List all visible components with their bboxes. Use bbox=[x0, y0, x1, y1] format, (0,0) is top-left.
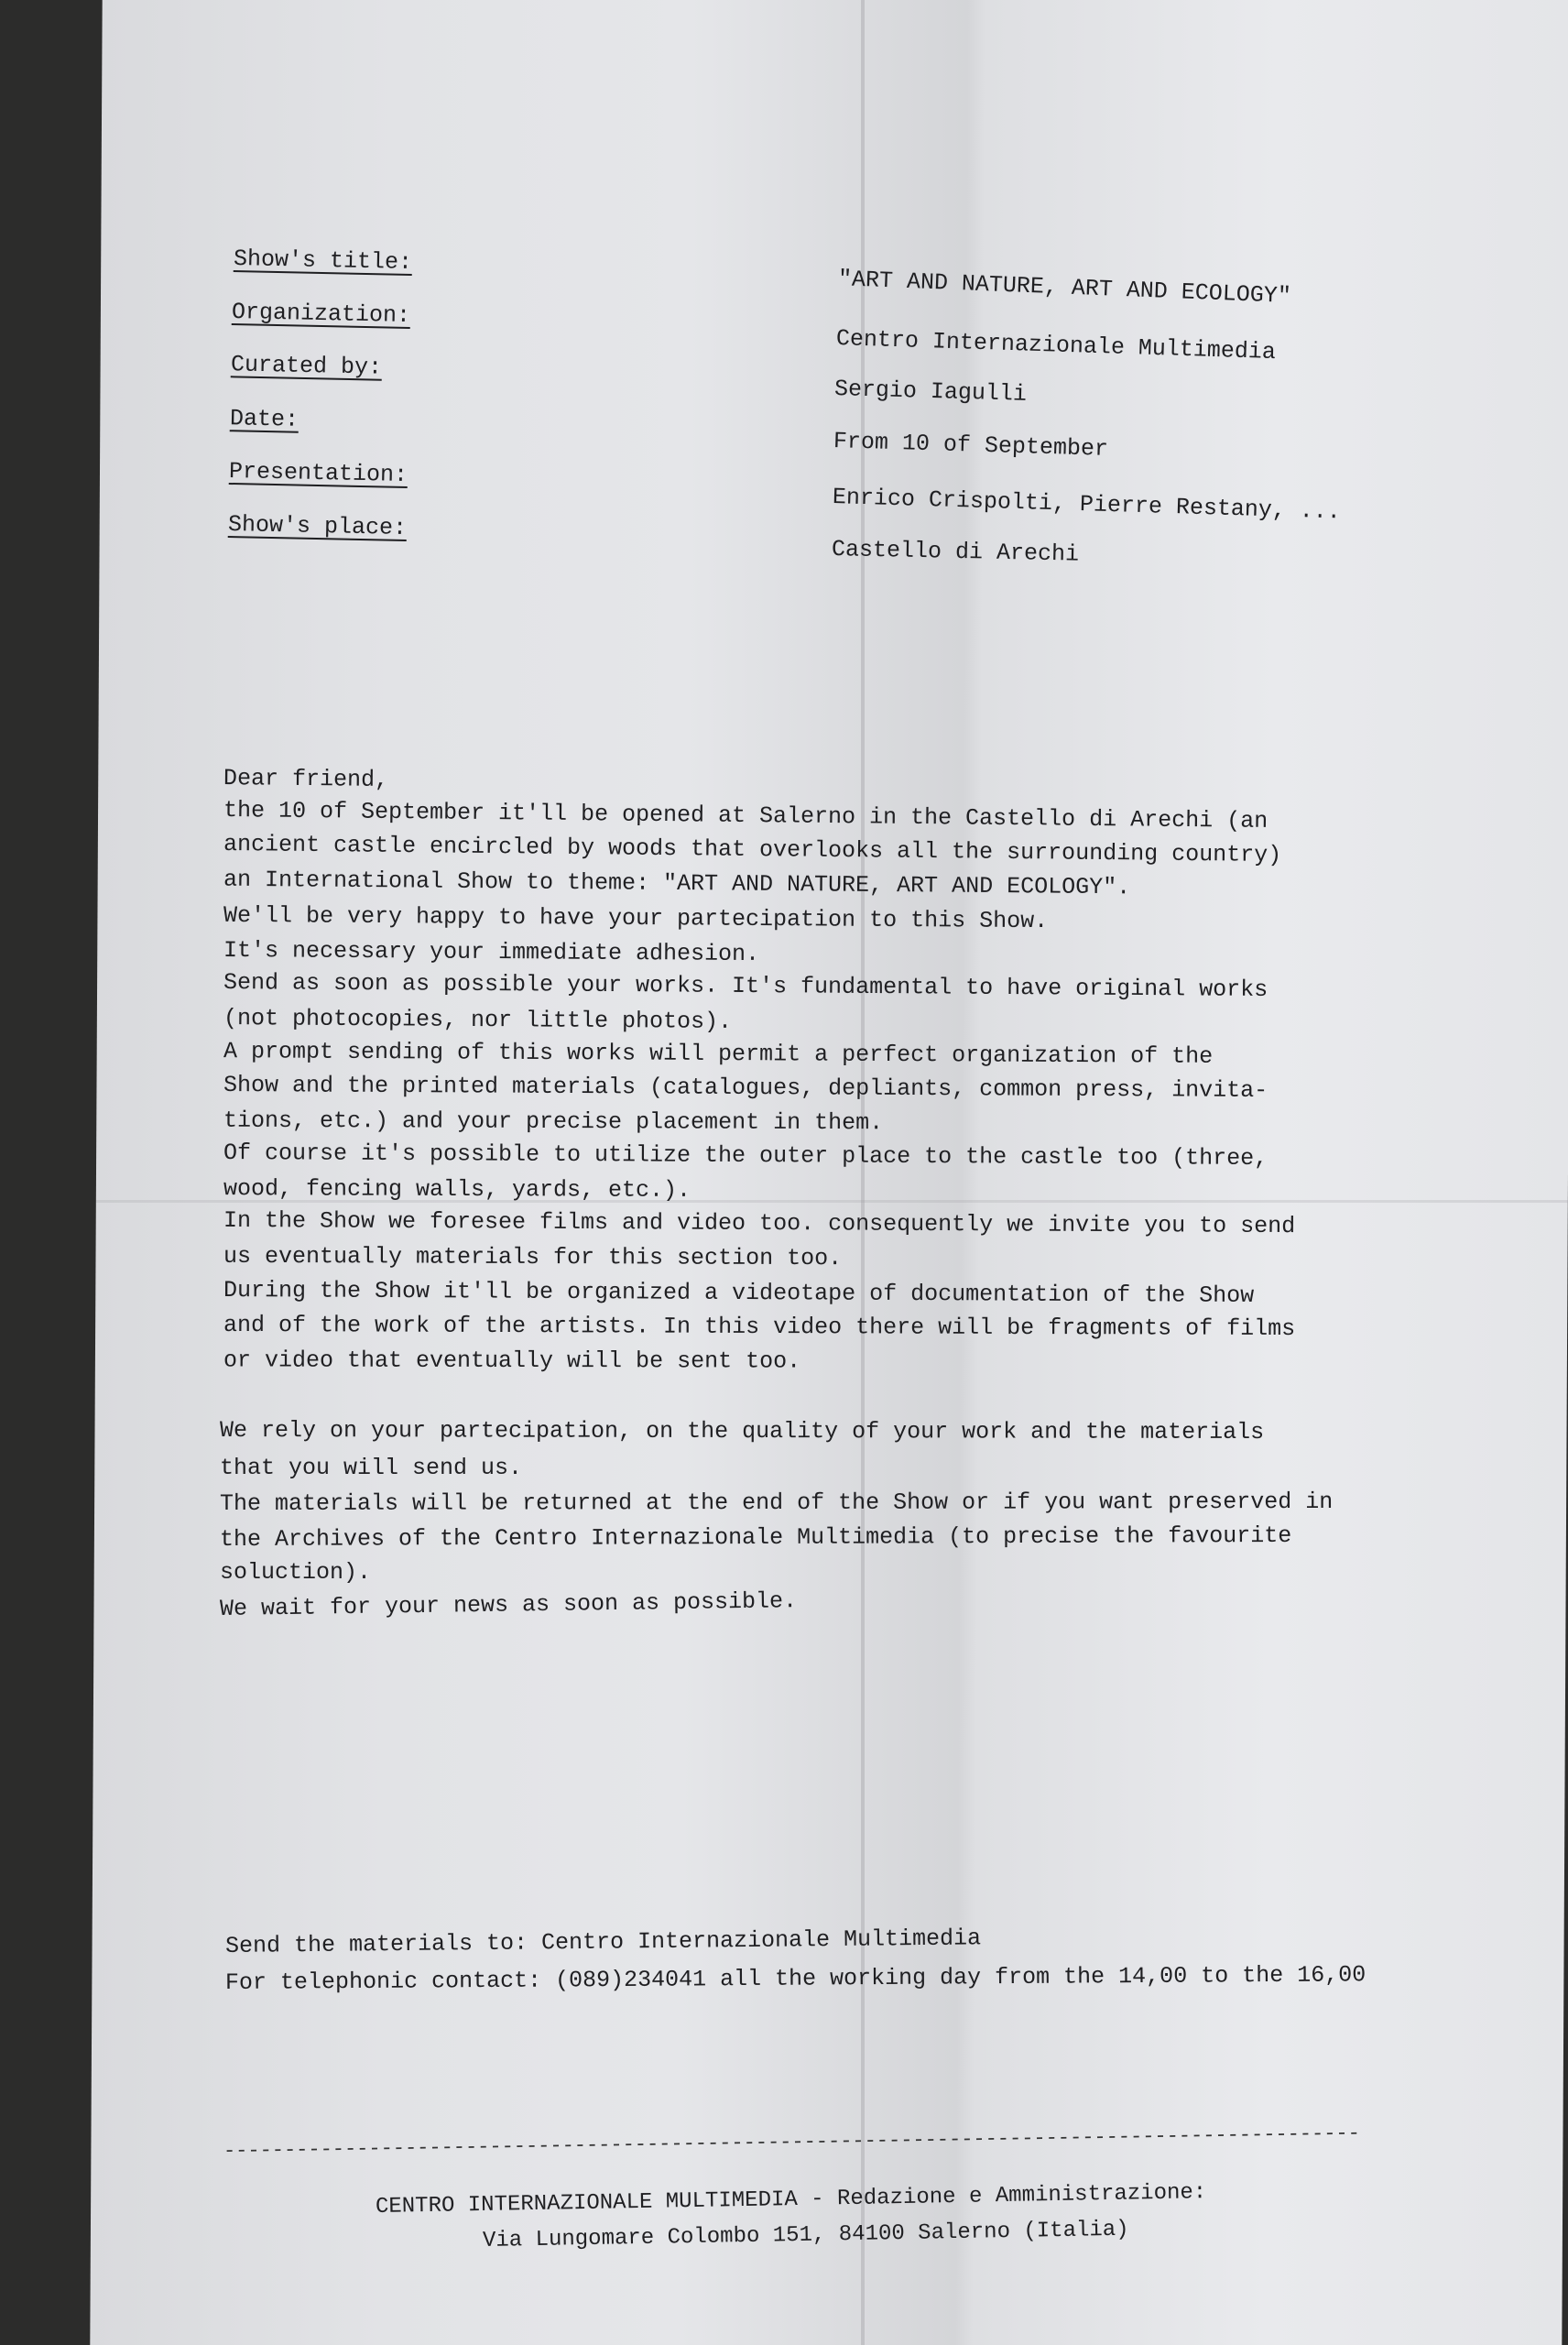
label-show-title: Show's title: bbox=[233, 245, 413, 277]
body-line-6: It's necessary your immediate adhesion. bbox=[223, 936, 760, 968]
body-line-8: (not photocopies, nor little photos). bbox=[223, 1005, 733, 1035]
footer-divider: ---------------------------------------------------------------------------------------------- bbox=[223, 2121, 1361, 2163]
body-line-10: Show and the printed materials (catalogues, depliants, common press, invita- bbox=[223, 1072, 1269, 1104]
body-line-15: us eventually materials for this section too. bbox=[223, 1242, 843, 1272]
value-curated-by: Sergio Iagulli bbox=[833, 376, 1028, 408]
body-line-21: The materials will be returned at the end of the Show or if you want preserved in bbox=[219, 1488, 1334, 1518]
contact-phone-line: For telephonic contact: (089)234041 all the working day from the 14,00 to the 16,00 bbox=[224, 1961, 1367, 1996]
body-line-2: the 10 of September it'll be opened at Salerno in the Castello di Arechi (an bbox=[223, 797, 1269, 834]
footer-line-2: Via Lungomare Colombo 151, 84100 Salerno (Italia) bbox=[482, 2217, 1129, 2253]
body-line-9: A prompt sending of this works will permit a perfect organization of the bbox=[223, 1038, 1214, 1070]
label-curated-by: Curated by: bbox=[230, 351, 383, 381]
body-line-14: In the Show we foresee films and video too. consequently we invite you to send bbox=[223, 1206, 1296, 1240]
body-line-3: ancient castle encircled by woods that overlooks all the surrounding country) bbox=[223, 830, 1282, 869]
body-line-16: During the Show it'll be organized a videotape of documentation of the Show bbox=[223, 1277, 1255, 1309]
body-line-22: the Archives of the Centro Internazionale Multimedia (to precise the favourite bbox=[219, 1522, 1292, 1554]
body-line-7: Send as soon as possible your works. It's fundamental to have original works bbox=[223, 969, 1269, 1003]
value-shows-place: Castello di Arechi bbox=[831, 536, 1080, 568]
label-presentation: Presentation: bbox=[228, 457, 408, 489]
body-line-19: We rely on your partecipation, on the quality of your work and the materials bbox=[219, 1417, 1265, 1445]
label-shows-place: Show's place: bbox=[227, 510, 408, 542]
value-date: From 10 of September bbox=[833, 428, 1109, 463]
body-line-18: or video that eventually will be sent too. bbox=[223, 1347, 801, 1375]
body-line-20: that you will send us. bbox=[220, 1455, 523, 1481]
body-line-11: tions, etc.) and your precise placement in them. bbox=[223, 1107, 884, 1137]
value-show-title: "ART AND NATURE, ART AND ECOLOGY" bbox=[837, 266, 1292, 310]
body-line-23-visible: soluction). bbox=[220, 1559, 372, 1586]
body-line-12: Of course it's possible to utilize the outer place to the castle too (three, bbox=[223, 1140, 1269, 1172]
body-line-13: wood, fencing walls, yards, etc.). bbox=[223, 1175, 691, 1204]
value-presentation: Enrico Crispolti, Pierre Restany, ... bbox=[832, 484, 1342, 526]
body-line-4: an International Show to theme: "ART AND NATURE, ART AND ECOLOGY". bbox=[223, 866, 1131, 901]
label-date: Date: bbox=[229, 405, 299, 433]
body-line-17: and of the work of the artists. In this video there will be fragments of films bbox=[223, 1311, 1296, 1343]
label-organization: Organization: bbox=[231, 298, 411, 330]
body-line-1: Dear friend, bbox=[223, 765, 389, 793]
contact-send-line: Send the materials to: Centro Internazionale Multimedia bbox=[224, 1925, 982, 1959]
body-line-24: We wait for your news as soon as possible. bbox=[219, 1587, 798, 1622]
value-organization: Centro Internazionale Multimedia bbox=[835, 325, 1277, 366]
body-line-5: We'll be very happy to have your partecipation to this Show. bbox=[223, 901, 1049, 935]
footer-line-1: CENTRO INTERNAZIONALE MULTIMEDIA - Redazione e Amministrazione: bbox=[375, 2180, 1207, 2220]
